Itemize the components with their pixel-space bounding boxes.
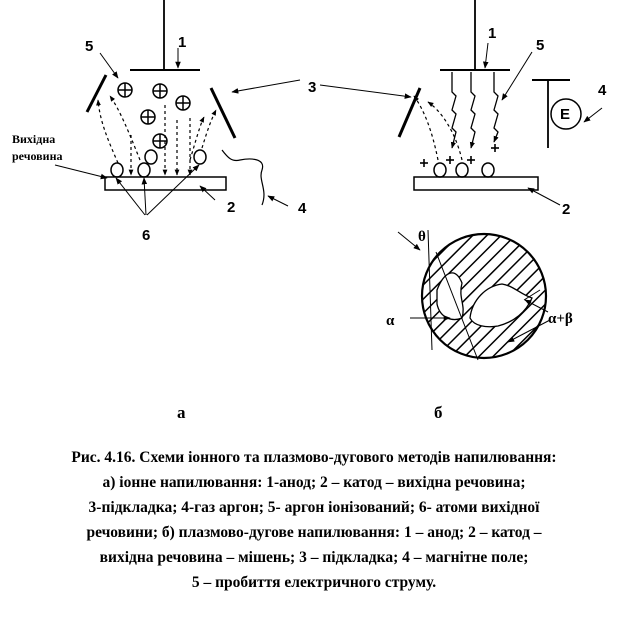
caption-line: речовини; б) плазмово-дугове напилювання: 1 – анод; 2 – катод – [86,524,542,541]
caption-line: Рис. 4.16. Схеми іонного та плазмово-дугового методів напилювання: [71,449,557,466]
label-5b: 5 [536,37,545,54]
flow-arrows-b [414,96,462,160]
atom [456,163,468,177]
atom [145,150,157,164]
gas-line [222,150,264,205]
ion [153,84,167,98]
leader-4a [268,196,288,206]
crater-detail [398,230,560,360]
leader-5a [100,53,118,78]
leader-6a [144,178,146,215]
label-2a: 2 [227,199,236,216]
ion [118,83,132,97]
sublabel-a: а [177,403,186,422]
label-1a: 1 [178,34,187,51]
caption-line: вихідна речовина – мішень; 3 – підкладка; 4 – магнітне поле; [99,549,529,566]
diagram-a [55,0,411,215]
atom [434,163,446,177]
label-6a: 6 [142,227,151,244]
leader-material [55,165,107,178]
label-4a: 4 [298,200,307,217]
leader-4b [584,108,602,122]
leader-6a [116,178,145,215]
cathode-a [105,177,226,190]
atom [138,163,150,177]
caption-line: 3-підкладка; 4-газ аргон; 5- аргон іонізований; 6- атоми вихідної [88,499,540,516]
label-4b: 4 [598,82,607,99]
label-1b: 1 [488,25,497,42]
leader-3a [232,80,300,92]
label-3: 3 [308,79,317,96]
cathode-b [414,177,538,190]
atom [482,163,494,177]
angle-alpha: α [386,313,395,329]
breakdown-arcs [452,72,498,148]
leader-3b [320,85,411,97]
leader-2a [200,186,215,200]
caption-line: а) іонне напилювання: 1-анод; 2 – катод – вихідна речовина; [102,474,526,491]
leader-1b [485,43,488,68]
ion [176,96,190,110]
angle-theta: θ [418,229,426,245]
angle-alpha-beta: α+β [548,311,573,327]
sublabel-b: б [434,403,443,422]
material-label-2: речовина [12,149,63,163]
caption-line: 5 – пробиття електричного струму. [191,574,437,591]
leader-5b [502,52,532,100]
material-label-1: Вихідна [12,132,56,146]
figure-caption [8,445,620,595]
label-2b: 2 [562,201,571,218]
target-a-left [87,75,106,112]
atom [111,163,123,177]
diagram-b [398,0,602,360]
theta-arrow [398,232,420,250]
field-symbol: E [560,106,571,123]
leader-2b [528,188,560,205]
atom [194,150,206,164]
ion [141,110,155,124]
label-5a: 5 [85,38,94,55]
